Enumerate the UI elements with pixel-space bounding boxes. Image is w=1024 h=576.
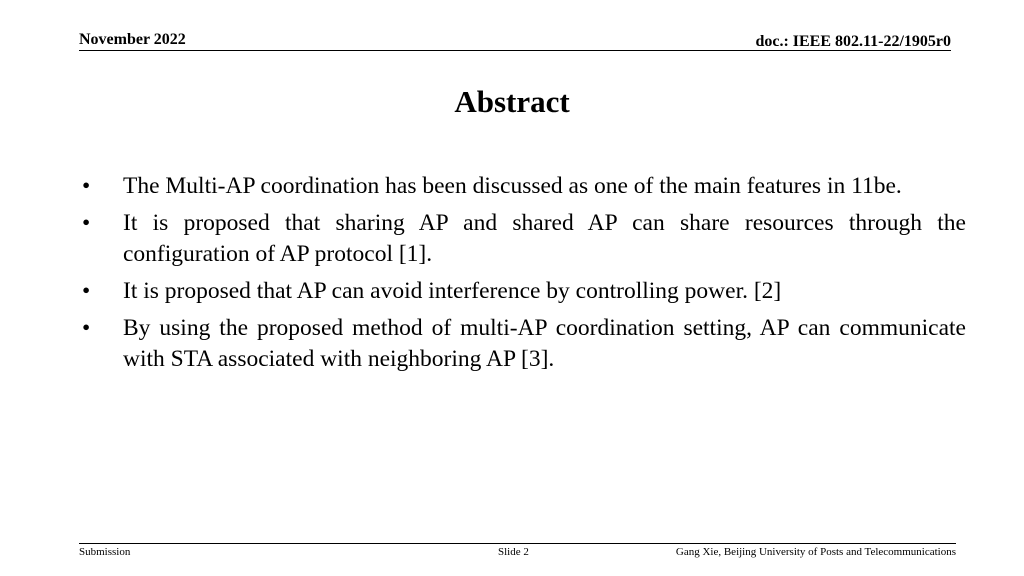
bullet-icon: • [82,315,91,341]
bullet-item [82,208,966,270]
footer-divider [79,543,956,544]
bullet-icon: • [82,278,91,304]
bullet-list [82,171,966,381]
bullet-item [82,313,966,375]
bullet-text: By using the proposed method of multi-AP coordination setting, AP can communicate with STA associated with neighboring AP [3]. [123,315,966,372]
bullet-icon: • [82,210,91,236]
bullet-item [82,276,966,307]
bullet-item [82,171,966,202]
footer-slide-number: Slide 2 [498,546,529,558]
bullet-text: The Multi-AP coordination has been discussed as one of the main features in 11be. [123,173,902,199]
bullet-text: It is proposed that sharing AP and shared AP can share resources through the configuration of AP protocol [1]. [123,210,966,267]
header-divider [79,50,951,51]
bullet-icon: • [82,173,91,199]
footer-author: Gang Xie, Beijing University of Posts and Telecommunications [675,546,956,558]
bullet-text: It is proposed that AP can avoid interference by controlling power. [2] [123,278,782,304]
header-date: November 2022 [79,31,186,48]
footer-submission: Submission [79,546,131,558]
slide-title: Abstract [454,84,570,119]
header-doc-id: doc.: IEEE 802.11-22/1905r0 [755,33,951,50]
